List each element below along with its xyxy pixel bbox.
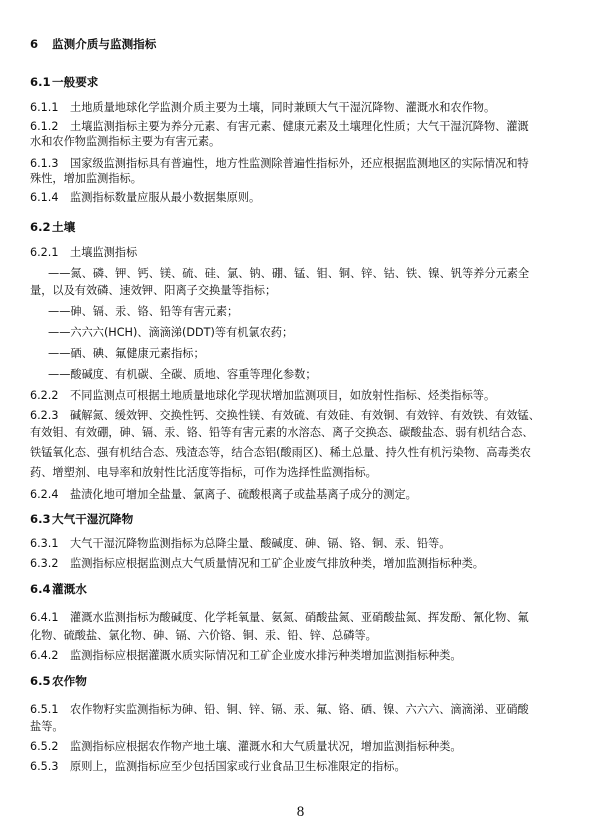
section-heading <box>30 75 578 90</box>
clause-text: 土壤监测指标 <box>70 246 138 259</box>
clause-number: 6 <box>30 37 39 51</box>
clause-number: 6.2.3 <box>30 409 59 422</box>
clause-text: 监测指标应根据灌溉水质实际情况和工矿企业废水排污种类增加监测指标种类。 <box>70 649 462 662</box>
clause-text: 水和农作物监测指标主要为有害元素。 <box>30 135 221 148</box>
clause-text: 原则上，监测指标应至少包括国家或行业食品卫生标准限定的指标。 <box>70 760 406 773</box>
clause-number: 6.1.2 <box>30 120 59 133</box>
clause-number: 6.3 <box>30 512 51 526</box>
clause-number: 6.5.1 <box>30 703 59 716</box>
clause-text: 土壤监测指标主要为养分元素、有害元素、健康元素及土壤理化性质；大气干湿沉降物、灌溉 <box>70 120 529 133</box>
clause-number: 6.1.3 <box>30 157 59 170</box>
text-line <box>30 245 578 260</box>
clause-number: 6.5.3 <box>30 760 59 773</box>
clause-text: 大气干湿沉降物监测指标为总降尘量、酸碱度、砷、镉、铬、铜、汞、铅等。 <box>70 537 451 550</box>
text-line <box>30 171 578 186</box>
text-line <box>48 367 596 382</box>
clause-text: 殊性，增加监测指标。 <box>30 172 142 185</box>
text-line <box>30 739 578 754</box>
clause-text: ——六六六(HCH)、滴滴涕(DDT)等有机氯农药； <box>48 326 294 339</box>
clause-number: 6.4.2 <box>30 649 59 662</box>
clause-text: 灌溉水 <box>52 582 87 596</box>
clause-number: 6.2.1 <box>30 246 59 259</box>
clause-text: 有效钼、有效硼，砷、镉、汞、铬、铅等有害元素的水溶态、离子交换态、碳酸盐态、弱有机结合态、 <box>30 426 534 439</box>
clause-text: 监测指标数量应服从最小数据集原则。 <box>70 191 261 204</box>
page-number: 8 <box>296 804 305 820</box>
clause-text: 土地质量地球化学监测介质主要为土壤，同时兼顾大气干湿沉降物、灌溉水和农作物。 <box>70 101 496 114</box>
clause-text: 化物、硫酸盐、氯化物、砷、镉、六价铬、铜、汞、铅、锌、总磷等。 <box>30 629 377 642</box>
text-line <box>30 190 578 205</box>
clause-text: ——硒、碘、氟健康元素指标； <box>48 347 205 360</box>
clause-number: 6.1.4 <box>30 191 59 204</box>
text-line <box>30 100 578 115</box>
clause-number: 6.4 <box>30 582 51 596</box>
text-line <box>30 388 578 403</box>
text-line <box>30 536 578 551</box>
clause-number: 6.5.2 <box>30 740 59 753</box>
text-line <box>48 325 596 340</box>
clause-text: 大气干湿沉降物 <box>52 512 134 526</box>
clause-text: 监测指标应根据农作物产地土壤、灌溉水和大气质量状况，增加监测指标种类。 <box>70 740 462 753</box>
clause-text: 灌溉水监测指标为酸碱度、化学耗氧量、氨氮、硝酸盐氮、亚硝酸盐氮、挥发酚、氰化物、氟 <box>70 611 529 624</box>
clause-number: 6.2 <box>30 220 51 234</box>
clause-text: 不同监测点可根据土地质量地球化学现状增加监测项目，如放射性指标、烃类指标等。 <box>70 389 496 402</box>
clause-text: 盐渍化地可增加全盐量、氯离子、硫酸根离子或盐基离子成分的测定。 <box>70 488 417 501</box>
text-line <box>30 702 578 717</box>
section-heading <box>30 512 578 527</box>
clause-number: 6.1 <box>30 75 51 89</box>
clause-number: 6.4.1 <box>30 611 59 624</box>
text-line <box>30 610 578 625</box>
clause-text: 农作物 <box>52 674 87 688</box>
clause-text: 监测指标应根据监测点大气质量情况和工矿企业废气排放种类，增加监测指标种类。 <box>70 557 484 570</box>
text-line <box>30 556 578 571</box>
clause-text: ——砷、镉、汞、铬、铅等有害元素； <box>48 305 239 318</box>
text-line <box>48 346 596 361</box>
section-heading <box>30 220 578 235</box>
clause-text: ——氮、磷、钾、钙、镁、硫、硅、氯、钠、硼、锰、钼、铜、锌、钴、铁、镍、钒等养分元素全 <box>48 267 530 280</box>
clause-text: 土壤 <box>52 220 76 234</box>
clause-number: 6.2.2 <box>30 389 59 402</box>
text-line <box>30 445 578 460</box>
clause-text: 农作物籽实监测指标为砷、铅、铜、锌、镉、汞、氟、铬、硒、镍、六六六、滴滴涕、亚硝酸 <box>70 703 529 716</box>
clause-text: 碱解氮、缓效钾、交换性钙、交换性镁、有效硫、有效硅、有效铜、有效锌、有效铁、有效锰、 <box>70 409 540 422</box>
text-line <box>30 156 578 171</box>
clause-number: 6.2.4 <box>30 488 59 501</box>
clause-number: 6.1.1 <box>30 101 59 114</box>
text-line <box>30 487 578 502</box>
text-line <box>30 465 578 480</box>
clause-text: 铁锰氧化态、强有机结合态、残渣态等，结合态铝(酸雨区)、稀土总量、持久性有机污染物、高毒类农 <box>30 446 531 459</box>
text-line <box>30 425 578 440</box>
clause-text: 监测介质与监测指标 <box>52 37 157 51</box>
section-heading <box>30 674 578 689</box>
clause-number: 6.3.2 <box>30 557 59 570</box>
text-line <box>30 119 578 134</box>
text-line <box>30 648 578 663</box>
clause-text: 量，以及有效磷、速效钾、阳离子交换量等指标； <box>30 284 277 297</box>
text-line <box>30 719 578 734</box>
clause-number: 6.3.1 <box>30 537 59 550</box>
section-heading <box>30 37 578 52</box>
text-line <box>48 266 596 281</box>
text-line <box>48 304 596 319</box>
section-heading <box>30 582 578 597</box>
clause-number: 6.5 <box>30 674 51 688</box>
text-line <box>30 134 578 149</box>
clause-text: ——酸碱度、有机碳、全碳、质地、容重等理化参数； <box>48 368 317 381</box>
clause-text: 国家级监测指标具有普遍性，地方性监测除普遍性指标外，还应根据监测地区的实际情况和特 <box>70 157 529 170</box>
clause-text: 一般要求 <box>52 75 99 89</box>
text-line <box>30 628 578 643</box>
text-line <box>30 283 578 298</box>
text-line <box>30 408 578 423</box>
clause-text: 盐等。 <box>30 720 64 733</box>
clause-text: 药、增塑剂、电导率和放射性比活度等指标，可作为选择性监测指标。 <box>30 466 377 479</box>
text-line <box>30 759 578 774</box>
